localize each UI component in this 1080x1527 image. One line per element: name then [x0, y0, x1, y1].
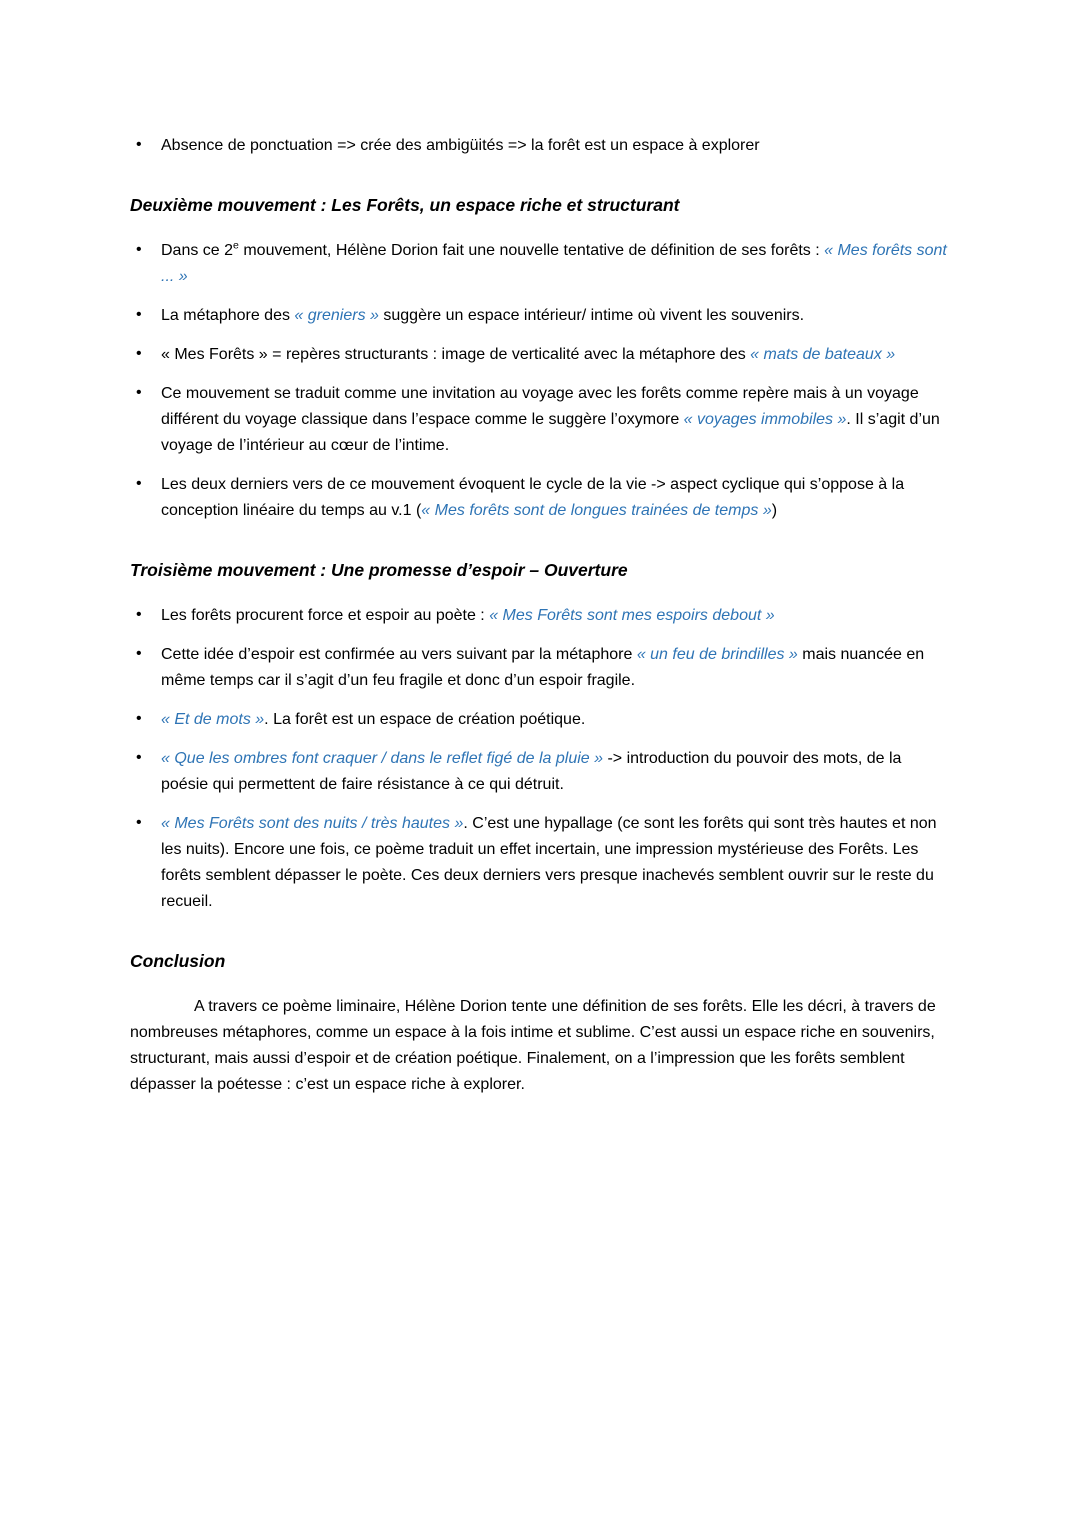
text-run: Les forêts procurent force et espoir au poète : — [161, 607, 490, 624]
bullet-marker-icon: • — [136, 241, 142, 258]
bullet-marker-icon: • — [136, 814, 142, 831]
quote-run: « Mes Forêts sont des nuits / très hautes » — [161, 815, 464, 832]
text-run: Ce mouvement se traduit comme une invitation au voyage avec les forêts comme repère mais à un voyage différent du voyage classique dans l’espace comme le suggère l’oxymore — [161, 385, 919, 428]
quote-run: « Que les ombres font craquer / dans le reflet figé de la pluie » — [161, 750, 604, 767]
section — [130, 192, 950, 524]
quote-run: « Mes forêts sont ... » — [161, 242, 947, 285]
bullet-text — [161, 711, 585, 728]
bullet-text — [161, 385, 940, 454]
bullet-list — [130, 238, 950, 524]
bullet-marker-icon: • — [136, 749, 142, 766]
section-heading: Conclusion — [130, 951, 226, 971]
section — [130, 133, 950, 159]
text-run: -> introduction du pouvoir des mots, de la poésie qui permettent de faire résistance à ce qui détruit. — [161, 750, 902, 793]
quote-run: « mats de bateaux » — [750, 346, 896, 363]
bullet-marker-icon: • — [136, 645, 142, 662]
bullet-text — [161, 607, 775, 624]
list-item — [130, 603, 950, 629]
quote-run: « Et de mots » — [161, 711, 265, 728]
bullet-marker-icon: • — [136, 306, 142, 323]
text-run: Cette idée d’espoir est confirmée au vers suivant par la métaphore — [161, 646, 637, 663]
bullet-list — [130, 133, 950, 159]
bullet-text — [161, 750, 901, 793]
quote-run: « voyages immobiles » — [683, 411, 847, 428]
text-run: ) — [771, 502, 778, 519]
quote-run: « un feu de brindilles » — [636, 646, 798, 663]
text-run: Les deux derniers vers de ce mouvement évoquent le cycle de la vie -> aspect cyclique qui s’oppose à la conception linéaire du temps au v.1 ( — [161, 476, 905, 519]
conclusion-paragraph — [130, 994, 950, 1098]
text-run: . La forêt est un espace de création poétique. — [264, 711, 586, 728]
list-item — [130, 303, 950, 329]
bullet-text — [161, 239, 947, 285]
bullet-text — [161, 815, 937, 910]
section-heading: Troisième mouvement : Une promesse d’espoir – Ouverture — [130, 560, 628, 580]
text-run: La métaphore des — [161, 307, 295, 324]
section — [130, 557, 950, 915]
list-item — [130, 342, 950, 368]
bullet-marker-icon: • — [136, 136, 142, 153]
text-run: « Mes Forêts » = repères structurants : image de verticalité avec la métaphore des — [161, 346, 751, 363]
bullet-text — [161, 307, 804, 324]
text-run: suggère un espace intérieur/ intime où vivent les souvenirs. — [378, 307, 805, 324]
text-run: . C’est une hypallage (ce sont les forêts qui sont très hautes et non les nuits). Encore une fois, ce poème traduit un effet incertain, une impression mystérieuse des Forêts. Les forêts semblent dépasser le poète. Ces deux derniers vers presque inachevés semblent ouvrir sur le reste du recueil. — [161, 815, 937, 910]
list-item — [130, 381, 950, 459]
text-run: Absence de ponctuation => crée des ambigüités => la forêt est un espace à explorer — [161, 137, 760, 154]
bullet-text — [161, 646, 924, 689]
list-item — [130, 811, 950, 915]
document-content — [130, 133, 950, 1098]
section-heading: Deuxième mouvement : Les Forêts, un espace riche et structurant — [130, 195, 680, 215]
section — [130, 948, 950, 1098]
quote-run: « Mes Forêts sont mes espoirs debout » — [489, 607, 775, 624]
bullet-list — [130, 603, 950, 915]
list-item — [130, 472, 950, 524]
bullet-text — [161, 346, 895, 363]
bullet-text — [161, 476, 904, 519]
list-item — [130, 746, 950, 798]
bullet-marker-icon: • — [136, 606, 142, 623]
text-run: mouvement, Hélène Dorion fait une nouvelle tentative de définition de ses forêts : — [238, 242, 825, 259]
list-item — [130, 133, 950, 159]
quote-run: « Mes forêts sont de longues trainées de temps » — [421, 502, 772, 519]
bullet-marker-icon: • — [136, 710, 142, 727]
text-run: Dans ce 2 — [161, 242, 234, 259]
text-run: A travers ce poème liminaire, Hélène Dorion tente une définition de ses forêts. Elle les décri, à travers de nombreuses métaphores, comme un espace à la fois intime et sublime. C’est aussi un espace riche en souvenirs, structurant, mais aussi d’espoir et de création poétique. Finalement, on a l’impression que les forêts semblent dépasser la poétesse : c’est un espace riche à explorer. — [130, 998, 936, 1093]
quote-run: « greniers » — [294, 307, 379, 324]
bullet-text — [161, 137, 760, 154]
bullet-marker-icon: • — [136, 475, 142, 492]
list-item — [130, 707, 950, 733]
list-item — [130, 642, 950, 694]
list-item — [130, 238, 950, 290]
text-run: mais nuancée en même temps car il s’agit d’un feu fragile et donc d’un espoir fragile. — [161, 646, 925, 689]
text-run: . Il s’agit d’un voyage de l’intérieur au cœur de l’intime. — [161, 411, 940, 454]
bullet-marker-icon: • — [136, 345, 142, 362]
bullet-marker-icon: • — [136, 384, 142, 401]
text-run: e — [233, 239, 239, 252]
